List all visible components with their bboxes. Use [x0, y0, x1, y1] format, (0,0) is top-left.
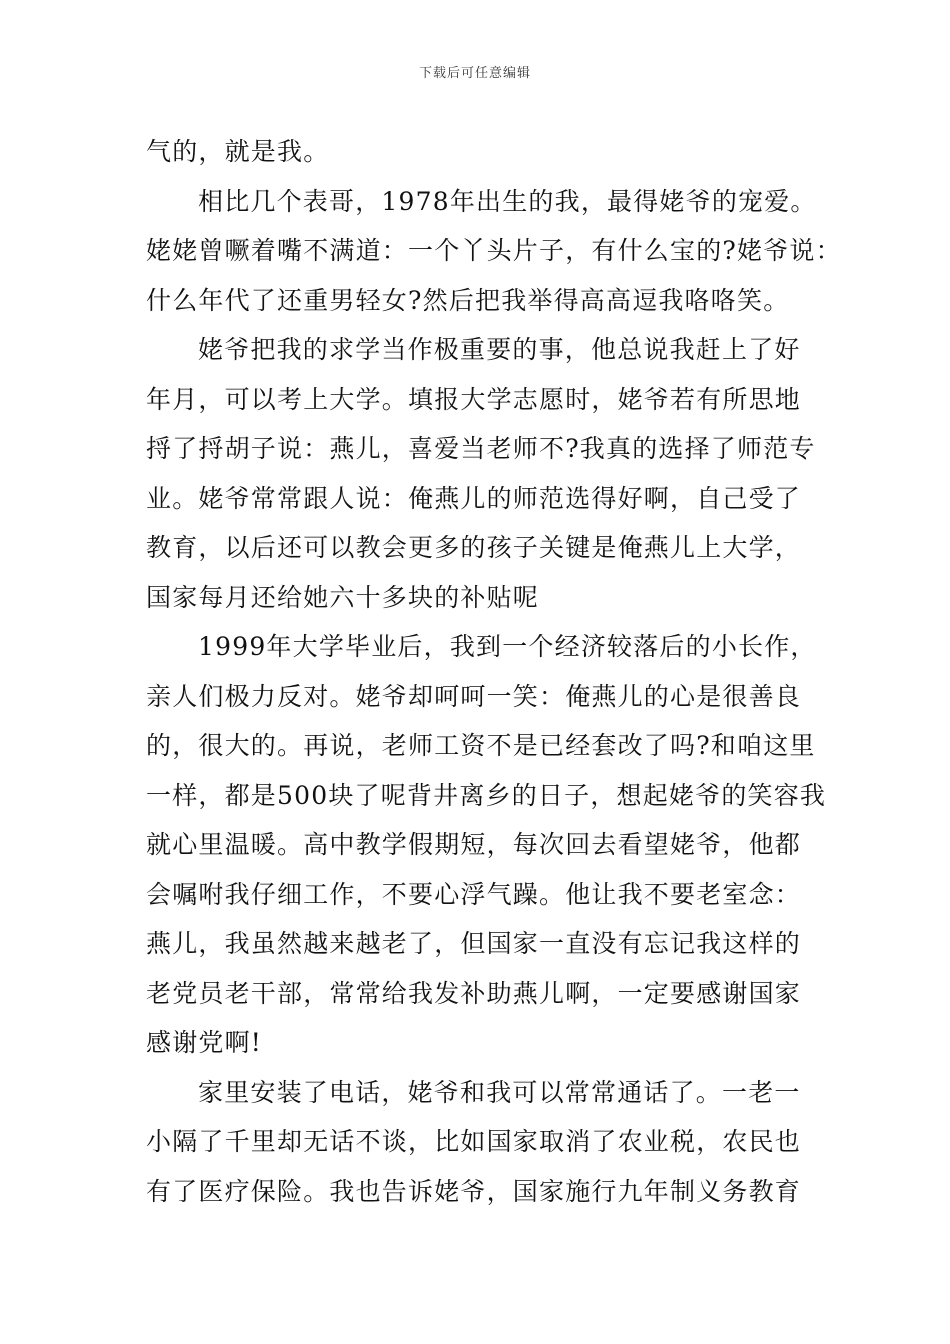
text-line: 有了医疗保险。我也告诉姥爷，国家施行九年制义务教育	[146, 1176, 802, 1206]
paragraph-start-line: 相比几个表哥，1978年出生的我，最得姥爷的宠爱。	[198, 186, 817, 216]
text-line: 的，很大的。再说，老师工资不是已经套改了吗?和咱这里	[146, 731, 816, 760]
text-line: 会嘱咐我仔细工作，不要心浮气躁。他让我不要老室念：	[146, 879, 802, 909]
text-line: 姥姥曾噘着嘴不满道：一个丫头片子，有什么宝的?姥爷说：	[146, 236, 842, 265]
text-line: 捋了捋胡子说：燕儿，喜爱当老师不?我真的选择了师范专	[146, 434, 816, 463]
page-header: 下载后可任意编辑	[418, 66, 531, 81]
text-line: 燕儿，我虽然越来越老了，但国家一直没有忘记我这样的	[146, 929, 802, 958]
text-line: 国家每月还给她六十多块的补贴呢	[146, 582, 540, 612]
text-line: 老党员老干部，常常给我发补助燕儿啊，一定要感谢国家	[146, 978, 802, 1008]
text-line: 亲人们极力反对。姥爷却呵呵一笑：俺燕儿的心是很善良	[146, 681, 802, 711]
paragraph-start-line: 姥爷把我的求学当作极重要的事，他总说我赶上了好	[198, 335, 801, 364]
text-line: 小隔了千里却无话不谈，比如国家取消了农业税，农民也	[146, 1127, 802, 1156]
text-line: 什么年代了还重男轻女?然后把我举得高高逗我咯咯笑。	[146, 285, 790, 315]
document-body	[146, 127, 842, 1216]
text-line: 一样，都是500块了呢背井离乡的日子，想起姥爷的笑容我	[146, 780, 827, 810]
text-line: 气的，就是我。	[146, 137, 330, 166]
text-line: 业。姥爷常常跟人说：俺燕儿的师范选得好啊，自己受了	[146, 483, 802, 513]
paragraph-start-line: 家里安装了电话，姥爷和我可以常常通话了。一老一	[198, 1077, 801, 1107]
text-line: 年月，可以考上大学。填报大学志愿时，姥爷若有所思地	[146, 384, 802, 414]
text-line: 教育，以后还可以教会更多的孩子关键是俺燕儿上大学，	[146, 533, 802, 562]
text-line: 感谢党啊!	[146, 1028, 263, 1057]
text-line: 就心里温暖。高中教学假期短，每次回去看望姥爷，他都	[146, 830, 802, 859]
paragraph-start-line: 1999年大学毕业后，我到一个经济较落后的小长作，	[198, 632, 817, 661]
